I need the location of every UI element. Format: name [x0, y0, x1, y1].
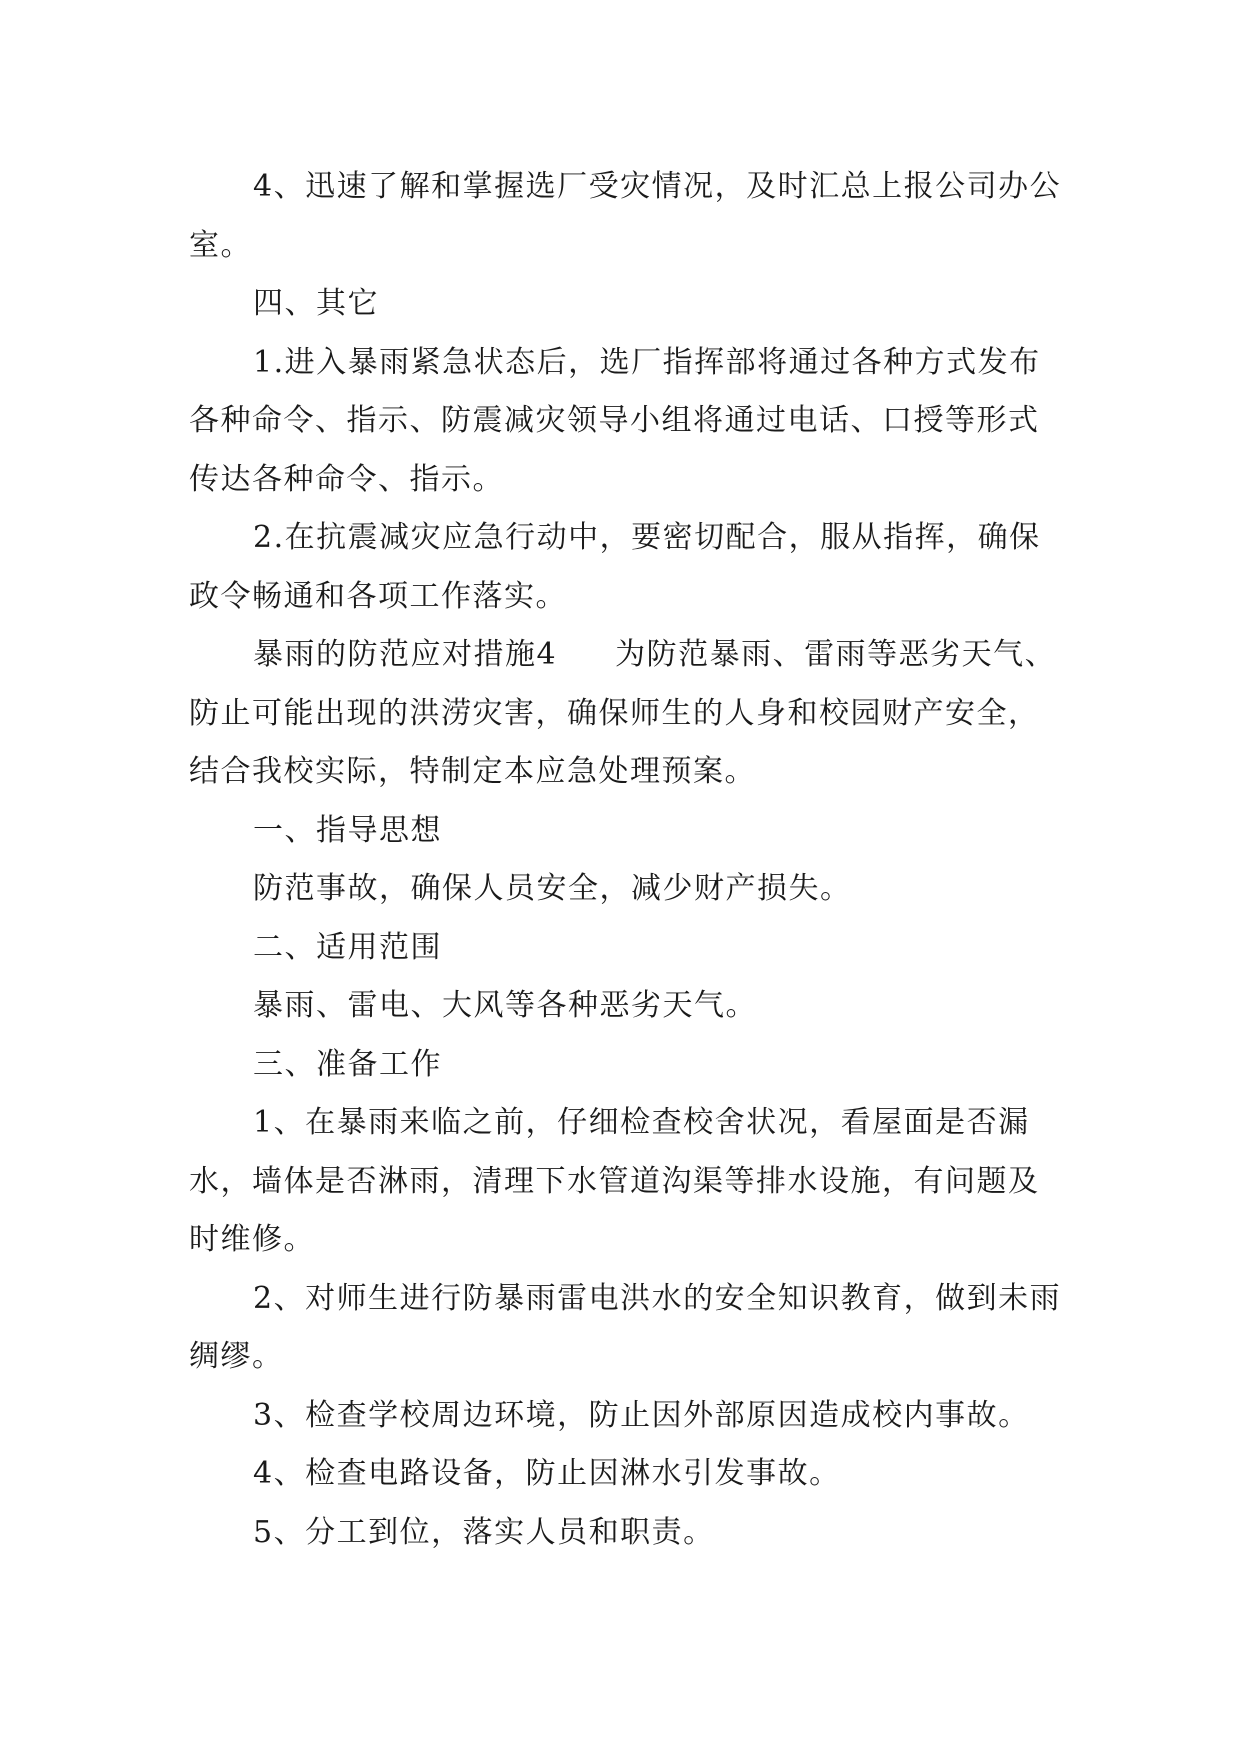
section-heading-preparation: 三、准备工作	[253, 1046, 442, 1082]
paragraph-prep-5: 5、分工到位，落实人员和职责。	[253, 1514, 715, 1550]
paragraph-prep-3: 3、检查学校周边环境，防止因外部原因造成校内事故。	[253, 1397, 1030, 1433]
document-body	[189, 158, 1069, 1562]
paragraph-scope: 暴雨、雷电、大风等各种恶劣天气。	[253, 988, 757, 1023]
section-heading-others: 四、其它	[253, 286, 379, 321]
paragraph-guiding-thought: 防范事故，确保人员安全，减少财产损失。	[253, 871, 852, 906]
measures-4-title: 暴雨的防范应对措施4	[253, 637, 558, 672]
paragraph-emergency-commands: 1.进入暴雨紧急状态后，选厂指挥部将通过各种方式发布各种命令、指示、防震减灾领导小组将通过电话、口授等形式传达各种命令、指示。	[189, 344, 1041, 497]
measures-4-intro: 为防范暴雨、雷雨等恶劣天气、防止可能出现的洪涝灾害，确保师生的人身和校园财产安全，结合我校实际，特制定本应急处理预案。	[189, 637, 1057, 789]
section-heading-scope: 二、适用范围	[253, 929, 442, 965]
paragraph-cooperation: 2.在抗震减灾应急行动中，要密切配合，服从指挥，确保政令畅通和各项工作落实。	[189, 520, 1041, 614]
paragraph-item-4-report: 4、迅速了解和掌握选厂受灾情况，及时汇总上报公司办公室。	[189, 169, 1062, 263]
paragraph-prep-1: 1、在暴雨来临之前，仔细检查校舍状况，看屋面是否漏水，墙体是否淋雨，清理下水管道沟渠等排水设施，有问题及时维修。	[189, 1105, 1040, 1257]
paragraph-measures-4	[189, 626, 1069, 802]
section-heading-guiding-thought: 一、指导思想	[253, 812, 442, 848]
paragraph-prep-4: 4、检查电路设备，防止因淋水引发事故。	[253, 1456, 841, 1491]
paragraph-prep-2: 2、对师生进行防暴雨雷电洪水的安全知识教育，做到未雨绸缪。	[189, 1280, 1062, 1374]
